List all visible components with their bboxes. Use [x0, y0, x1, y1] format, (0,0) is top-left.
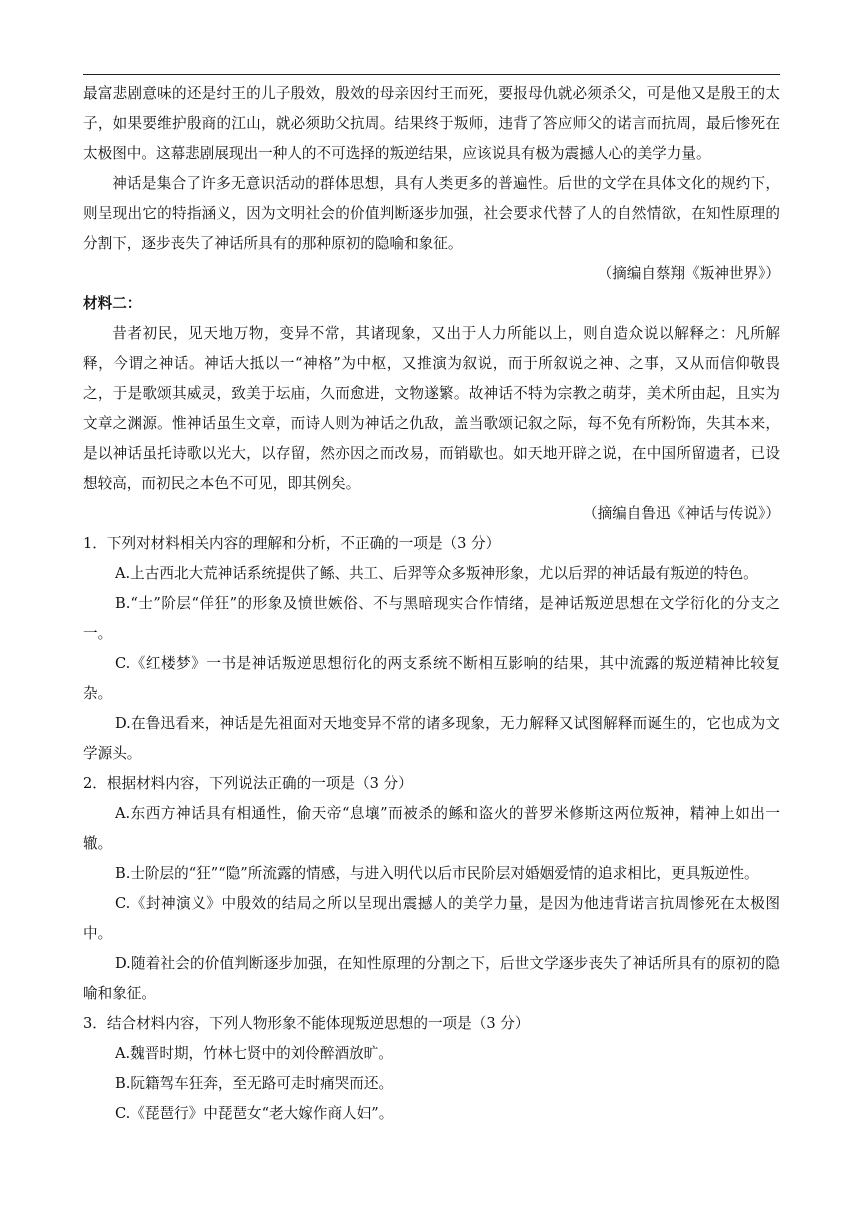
question-stem: 1．下列对材料相关内容的理解和分析，不正确的一项是（3 分） — [83, 535, 501, 552]
top-rule — [83, 74, 780, 75]
question-2 — [83, 769, 780, 1009]
option-b: B.阮籍驾车狂奔，至无路可走时痛哭而还。 — [115, 1075, 394, 1092]
option-c: C.《琵琶行》中琵琶女“老大嫁作商人妇”。 — [115, 1105, 394, 1122]
option-d: D.在鲁迅看来，神话是先祖面对天地变异不常的诸多现象，无力解释又试图解释而诞生的，它也成为文学源头。 — [83, 715, 780, 762]
document-page — [83, 74, 780, 1129]
option-a: A.东西方神话具有相通性，偷天帝“息壤”而被杀的鲧和盗火的普罗米修斯这两位叛神，精神上如出一辙。 — [83, 805, 780, 852]
option-c: C.《封神演义》中殷效的结局之所以呈现出震撼人的美学力量，是因为他违背诺言抗周惨死在太极图中。 — [83, 895, 780, 942]
passage2-source: （摘编自鲁迅《神话与传说》） — [582, 505, 780, 522]
option-b: B.士阶层的“狂”“隐”所流露的情感，与进入明代以后市民阶层对婚姻爱情的追求相比，更具叛逆性。 — [115, 865, 759, 882]
question-stem: 3．结合材料内容，下列人物形象不能体现叛逆思想的一项是（3 分） — [83, 1015, 530, 1032]
passage1-paragraph-1: 最富悲剧意味的还是纣王的儿子殷效，殷效的母亲因纣王而死，要报母仇就必须杀父，可是他又是殷王的太子，如果要维护殷商的江山，就必须助父抗周。结果终于叛师，违背了答应师父的诺言而抗周，最后惨死在太极图中。这幕悲剧展现出一种人的不可选择的叛逆结果，应该说具有极为震撼人心的美学力量。 — [83, 85, 780, 162]
passage1-paragraph-2: 神话是集合了许多无意识活动的群体思想，具有人类更多的普遍性。后世的文学在具体文化的规约下，则呈现出它的特指涵义，因为文明社会的价值判断逐步加强，社会要求代替了人的自然情欲，在知性原理的分割下，逐步丧失了神话所具有的那种原初的隐喻和象征。 — [83, 175, 780, 252]
passage2-paragraph: 昔者初民，见天地万物，变异不常，其诸现象，又出于人力所能以上，则自造众说以解释之：凡所解释，今谓之神话。神话大抵以一“神格”为中枢，又推演为叙说，而于所叙说之神、之事，又从而信仰敬畏之，于是歌颂其威灵，致美于坛庙，久而愈进，文物遂繁。故神话不特为宗教之萌芽，美术所由起，且实为文章之渊源。惟神话虽生文章，而诗人则为神话之仇敌，盖当歌颂记叙之际，每不免有所粉饰，失其本来，是以神话虽托诗歌以光大，以存留，然亦因之而改易，而销歇也。如天地开辟之说，在中国所留遗者，已设想较高，而初民之本色不可见，即其例矣。 — [83, 325, 780, 492]
passage1-source: （摘编自蔡翔《叛神世界》） — [597, 265, 780, 282]
question-1 — [83, 529, 780, 769]
option-b: B.“士”阶层“佯狂”的形象及愤世嫉俗、不与黑暗现实合作情绪，是神话叛逆思想在文学衍化的分支之一。 — [83, 595, 780, 642]
question-stem: 2．根据材料内容，下列说法正确的一项是（3 分） — [83, 775, 413, 792]
option-a: A.魏晋时期，竹林七贤中的刘伶醉酒放旷。 — [115, 1045, 393, 1062]
option-d: D.随着社会的价值判断逐步加强，在知性原理的分割之下，后世文学逐步丧失了神话所具有的原初的隐喻和象征。 — [83, 955, 780, 1002]
option-a: A.上古西北大荒神话系统提供了鲧、共工、后羿等众多叛神形象，尤以后羿的神话最有叛逆的特色。 — [115, 565, 758, 582]
question-3 — [83, 1009, 780, 1129]
material-2-heading: 材料二： — [83, 295, 142, 312]
option-c: C.《红楼梦》一书是神话叛逆思想衍化的两支系统不断相互影响的结果，其中流露的叛逆精神比较复杂。 — [83, 655, 780, 702]
